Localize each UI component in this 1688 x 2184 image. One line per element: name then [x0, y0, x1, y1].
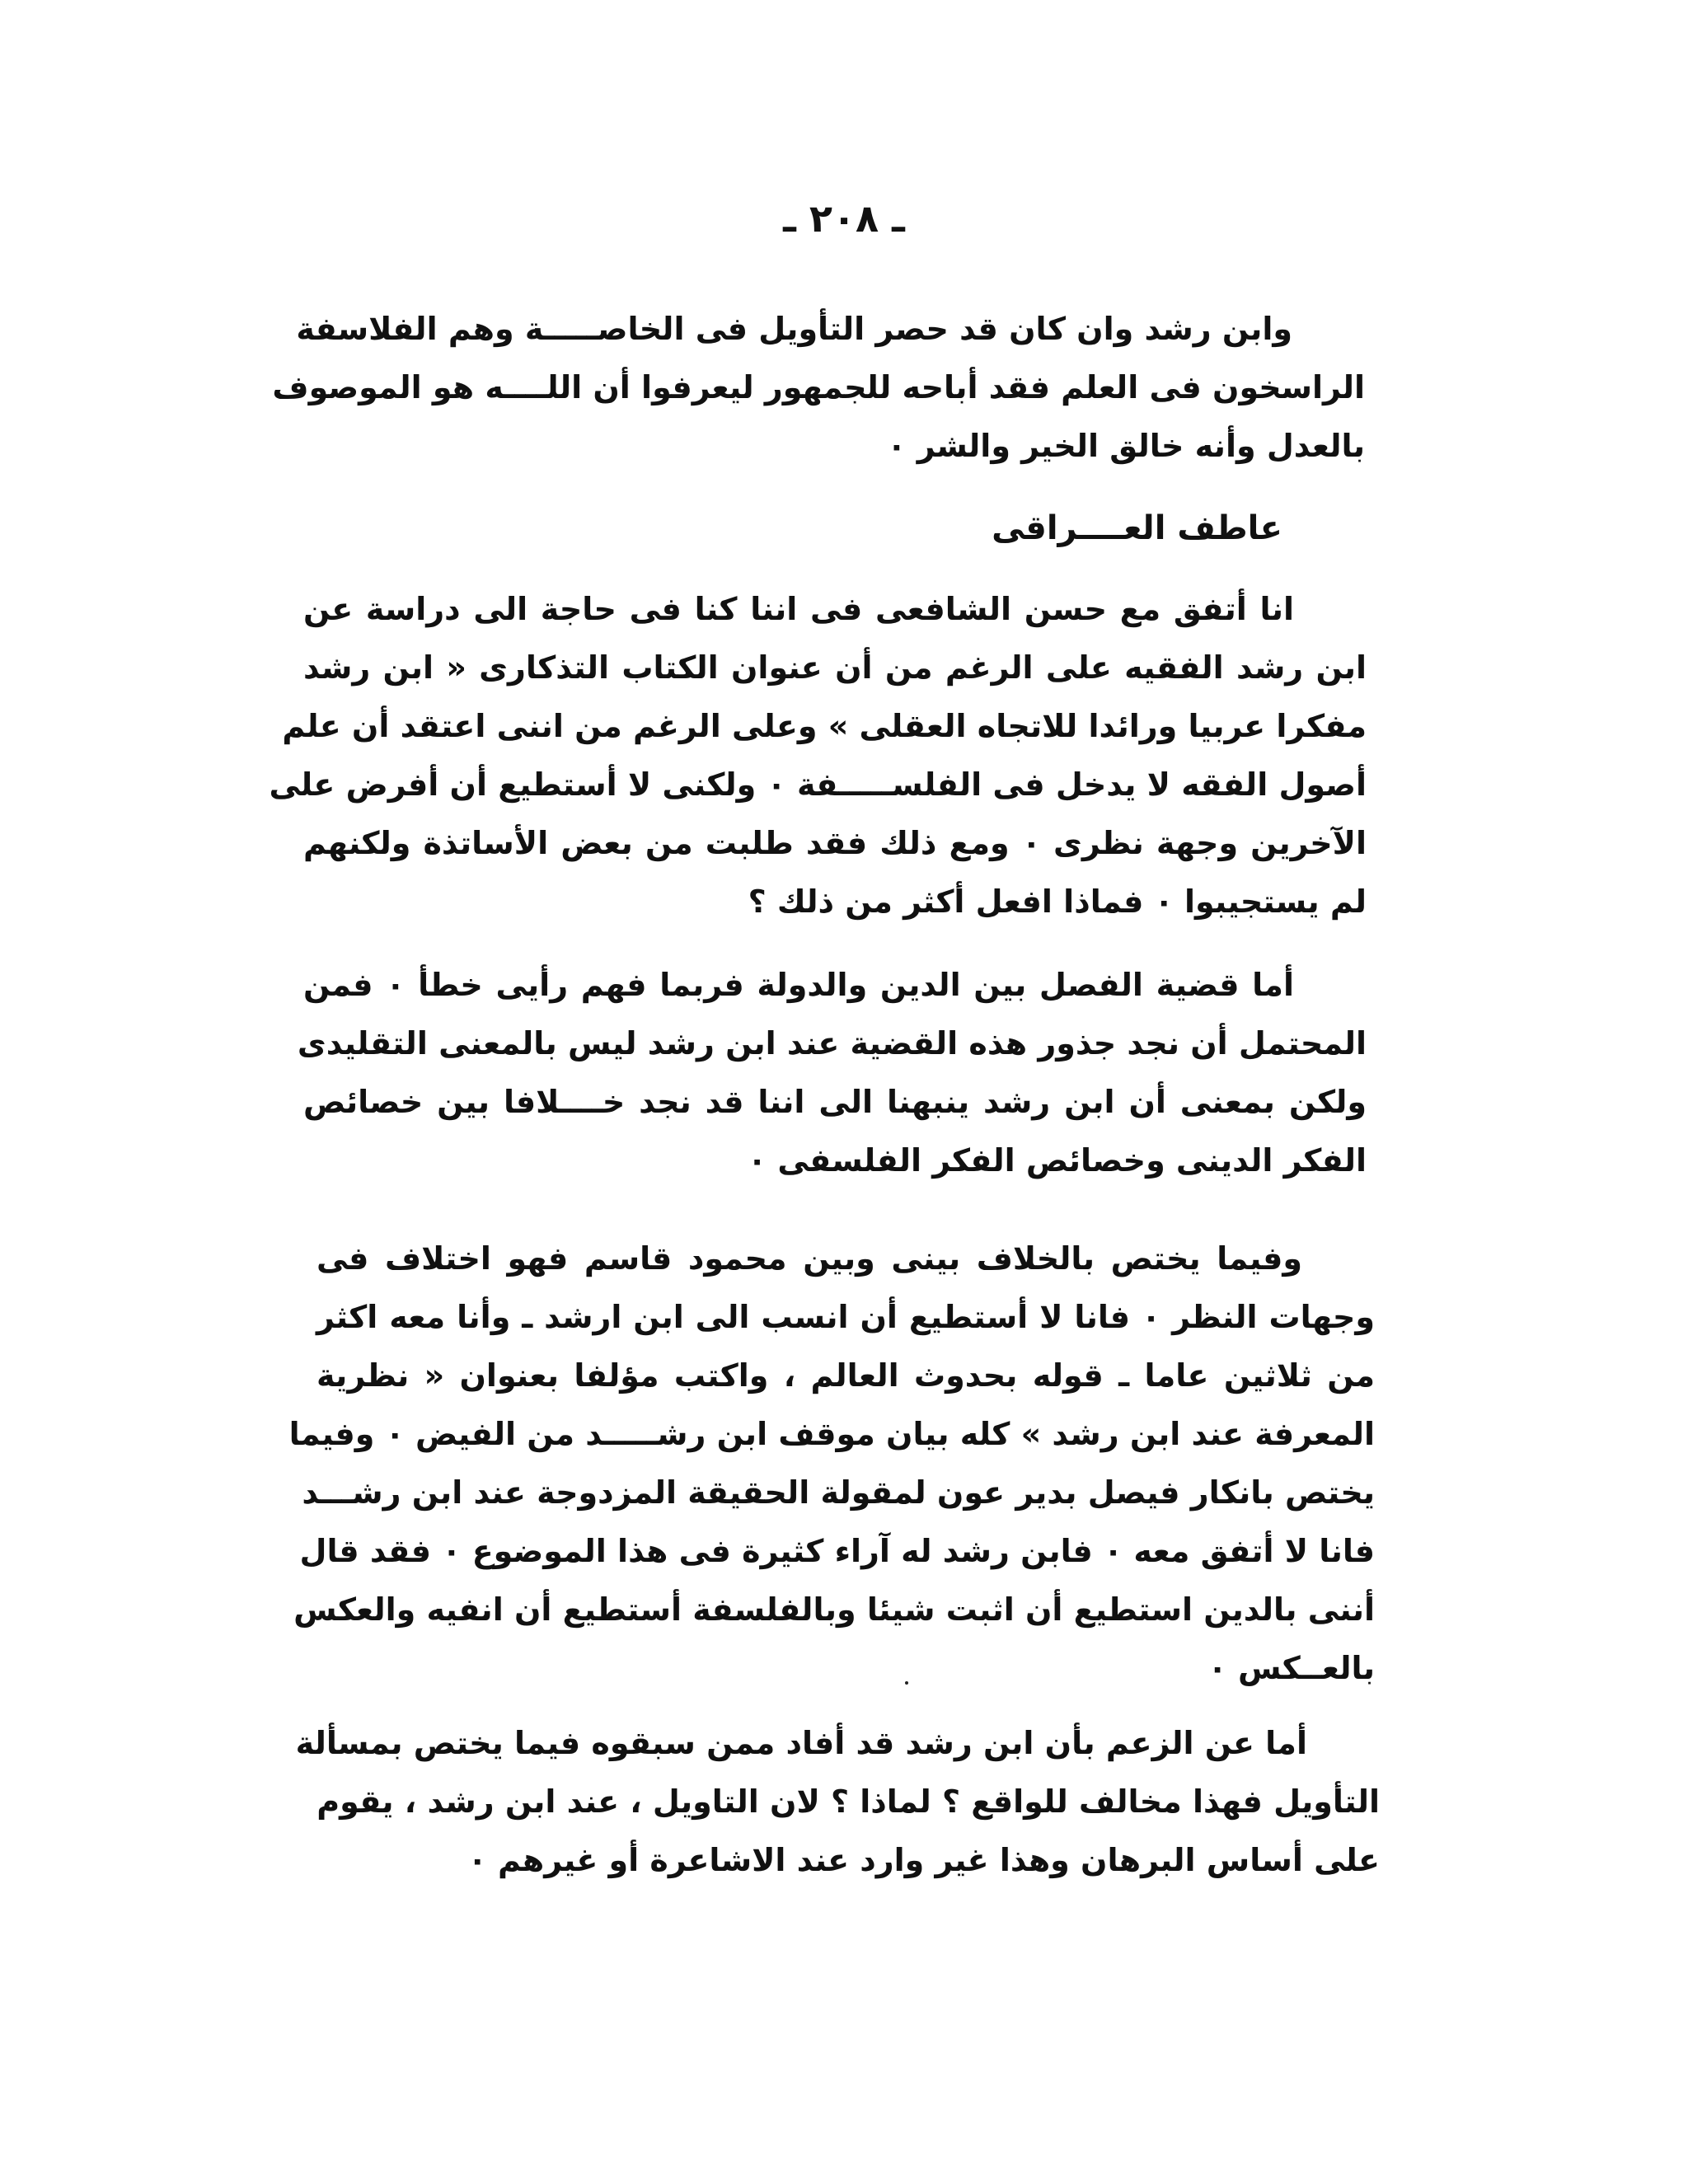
- paragraph-3-line-1: أما قضية الفصل بين الدين والدولة فربما فهم رأيى خطأ ٠ فمن: [303, 967, 1294, 1003]
- paragraph-4-line-6: فانا لا أتفق معه ٠ فابن رشد له آراء كثيرة فى هذا الموضوع ٠ فقد قال: [299, 1533, 1375, 1569]
- paragraph-1-line-2: الراسخون فى العلم فقد أباحه للجمهور ليعرفوا أن اللــــه هو الموصوف: [272, 369, 1365, 405]
- paragraph-4-line-7: أننى بالدين استطيع أن اثبت شيئا وبالفلسفة أستطيع أن انفيه والعكس: [293, 1591, 1375, 1628]
- paragraph-2-line-4: أصول الفقه لا يدخل فى الفلســـــفة ٠ ولكنى لا أستطيع أن أفرض على: [269, 766, 1367, 803]
- paragraph-3: [297, 956, 1367, 1190]
- paragraph-2-line-6: لم يستجيبوا ٠ فماذا افعل أكثر من ذلك ؟: [748, 883, 1367, 920]
- paragraph-1-line-3: بالعدل وأنه خالق الخير والشر ٠: [887, 428, 1365, 464]
- paragraph-2-line-3: مفكرا عربيا ورائدا للاتجاه العقلى » وعلى الرغم من اننى اعتقد أن علم: [282, 708, 1367, 744]
- paragraph-3-line-2: المحتمل أن نجد جذور هذه القضية عند ابن رشد ليس بالمعنى التقليدى: [297, 1025, 1367, 1062]
- paragraph-4: [288, 1230, 1375, 1698]
- paragraph-3-line-3: ولكن بمعنى أن ابن رشد ينبهنا الى اننا قد نجد خــــلافا بين خصائص: [303, 1084, 1367, 1120]
- paragraph-2-line-2: ابن رشد الفقيه على الرغم من أن عنوان الكتاب التذكارى « ابن رشد: [303, 649, 1367, 686]
- paragraph-4-line-4: المعرفة عند ابن رشد » كله بيان موقف ابن رشـــــد من الفيض ٠ وفيما: [288, 1416, 1375, 1452]
- paragraph-5-line-1: أما عن الزعم بأن ابن رشد قد أفاد ممن سبقوه فيما يختص بمسألة: [295, 1725, 1307, 1761]
- paragraph-4-line-3: من ثلاثين عاما ـ قوله بحدوث العالم ، واكتب مؤلفا بعنوان « نظرية: [316, 1357, 1375, 1394]
- paragraph-4-line-2: وجهات النظر ٠ فانا لا أستطيع أن انسب الى ابن ارشد ـ وأنا معه اكثر: [316, 1299, 1375, 1335]
- paragraph-1: [272, 300, 1365, 476]
- page-number: ـ ٢٠٨ ـ: [783, 196, 905, 241]
- speaker-heading: عاطف العــــراقى: [992, 509, 1282, 547]
- paragraph-4-line-1: وفيما يختص بالخلاف بينى وبين محمود قاسم فهو اختلاف فى: [316, 1240, 1302, 1277]
- paragraph-2: [269, 580, 1367, 931]
- paragraph-2-line-1: انا أتفق مع حسن الشافعى فى اننا كنا فى حاجة الى دراسة عن: [303, 591, 1294, 627]
- paragraph-5: [295, 1714, 1380, 1890]
- paragraph-3-line-4: الفكر الدينى وخصائص الفكر الفلسفى ٠: [747, 1142, 1367, 1179]
- paragraph-5-line-2: التأويل فهذا مخالف للواقع ؟ لماذا ؟ لان التاويل ، عند ابن رشد ، يقوم: [316, 1783, 1380, 1820]
- paragraph-2-line-5: الآخرين وجهة نظرى ٠ ومع ذلك فقد طلبت من بعض الأساتذة ولكنهم: [303, 825, 1367, 861]
- paragraph-4-line-8: بالعــكس ٠: [1207, 1650, 1375, 1686]
- paragraph-5-line-3: على أساس البرهان وهذا غير وارد عند الاشاعرة أو غيرهم ٠: [467, 1842, 1380, 1878]
- stray-mark: [905, 1681, 908, 1685]
- paragraph-4-line-5: يختص بانكار فيصل بدير عون لمقولة الحقيقة المزدوجة عند ابن رشـــد: [302, 1474, 1375, 1511]
- paragraph-1-line-1: وابن رشد وان كان قد حصر التأويل فى الخاصـــــة وهم الفلاسفة: [296, 311, 1292, 347]
